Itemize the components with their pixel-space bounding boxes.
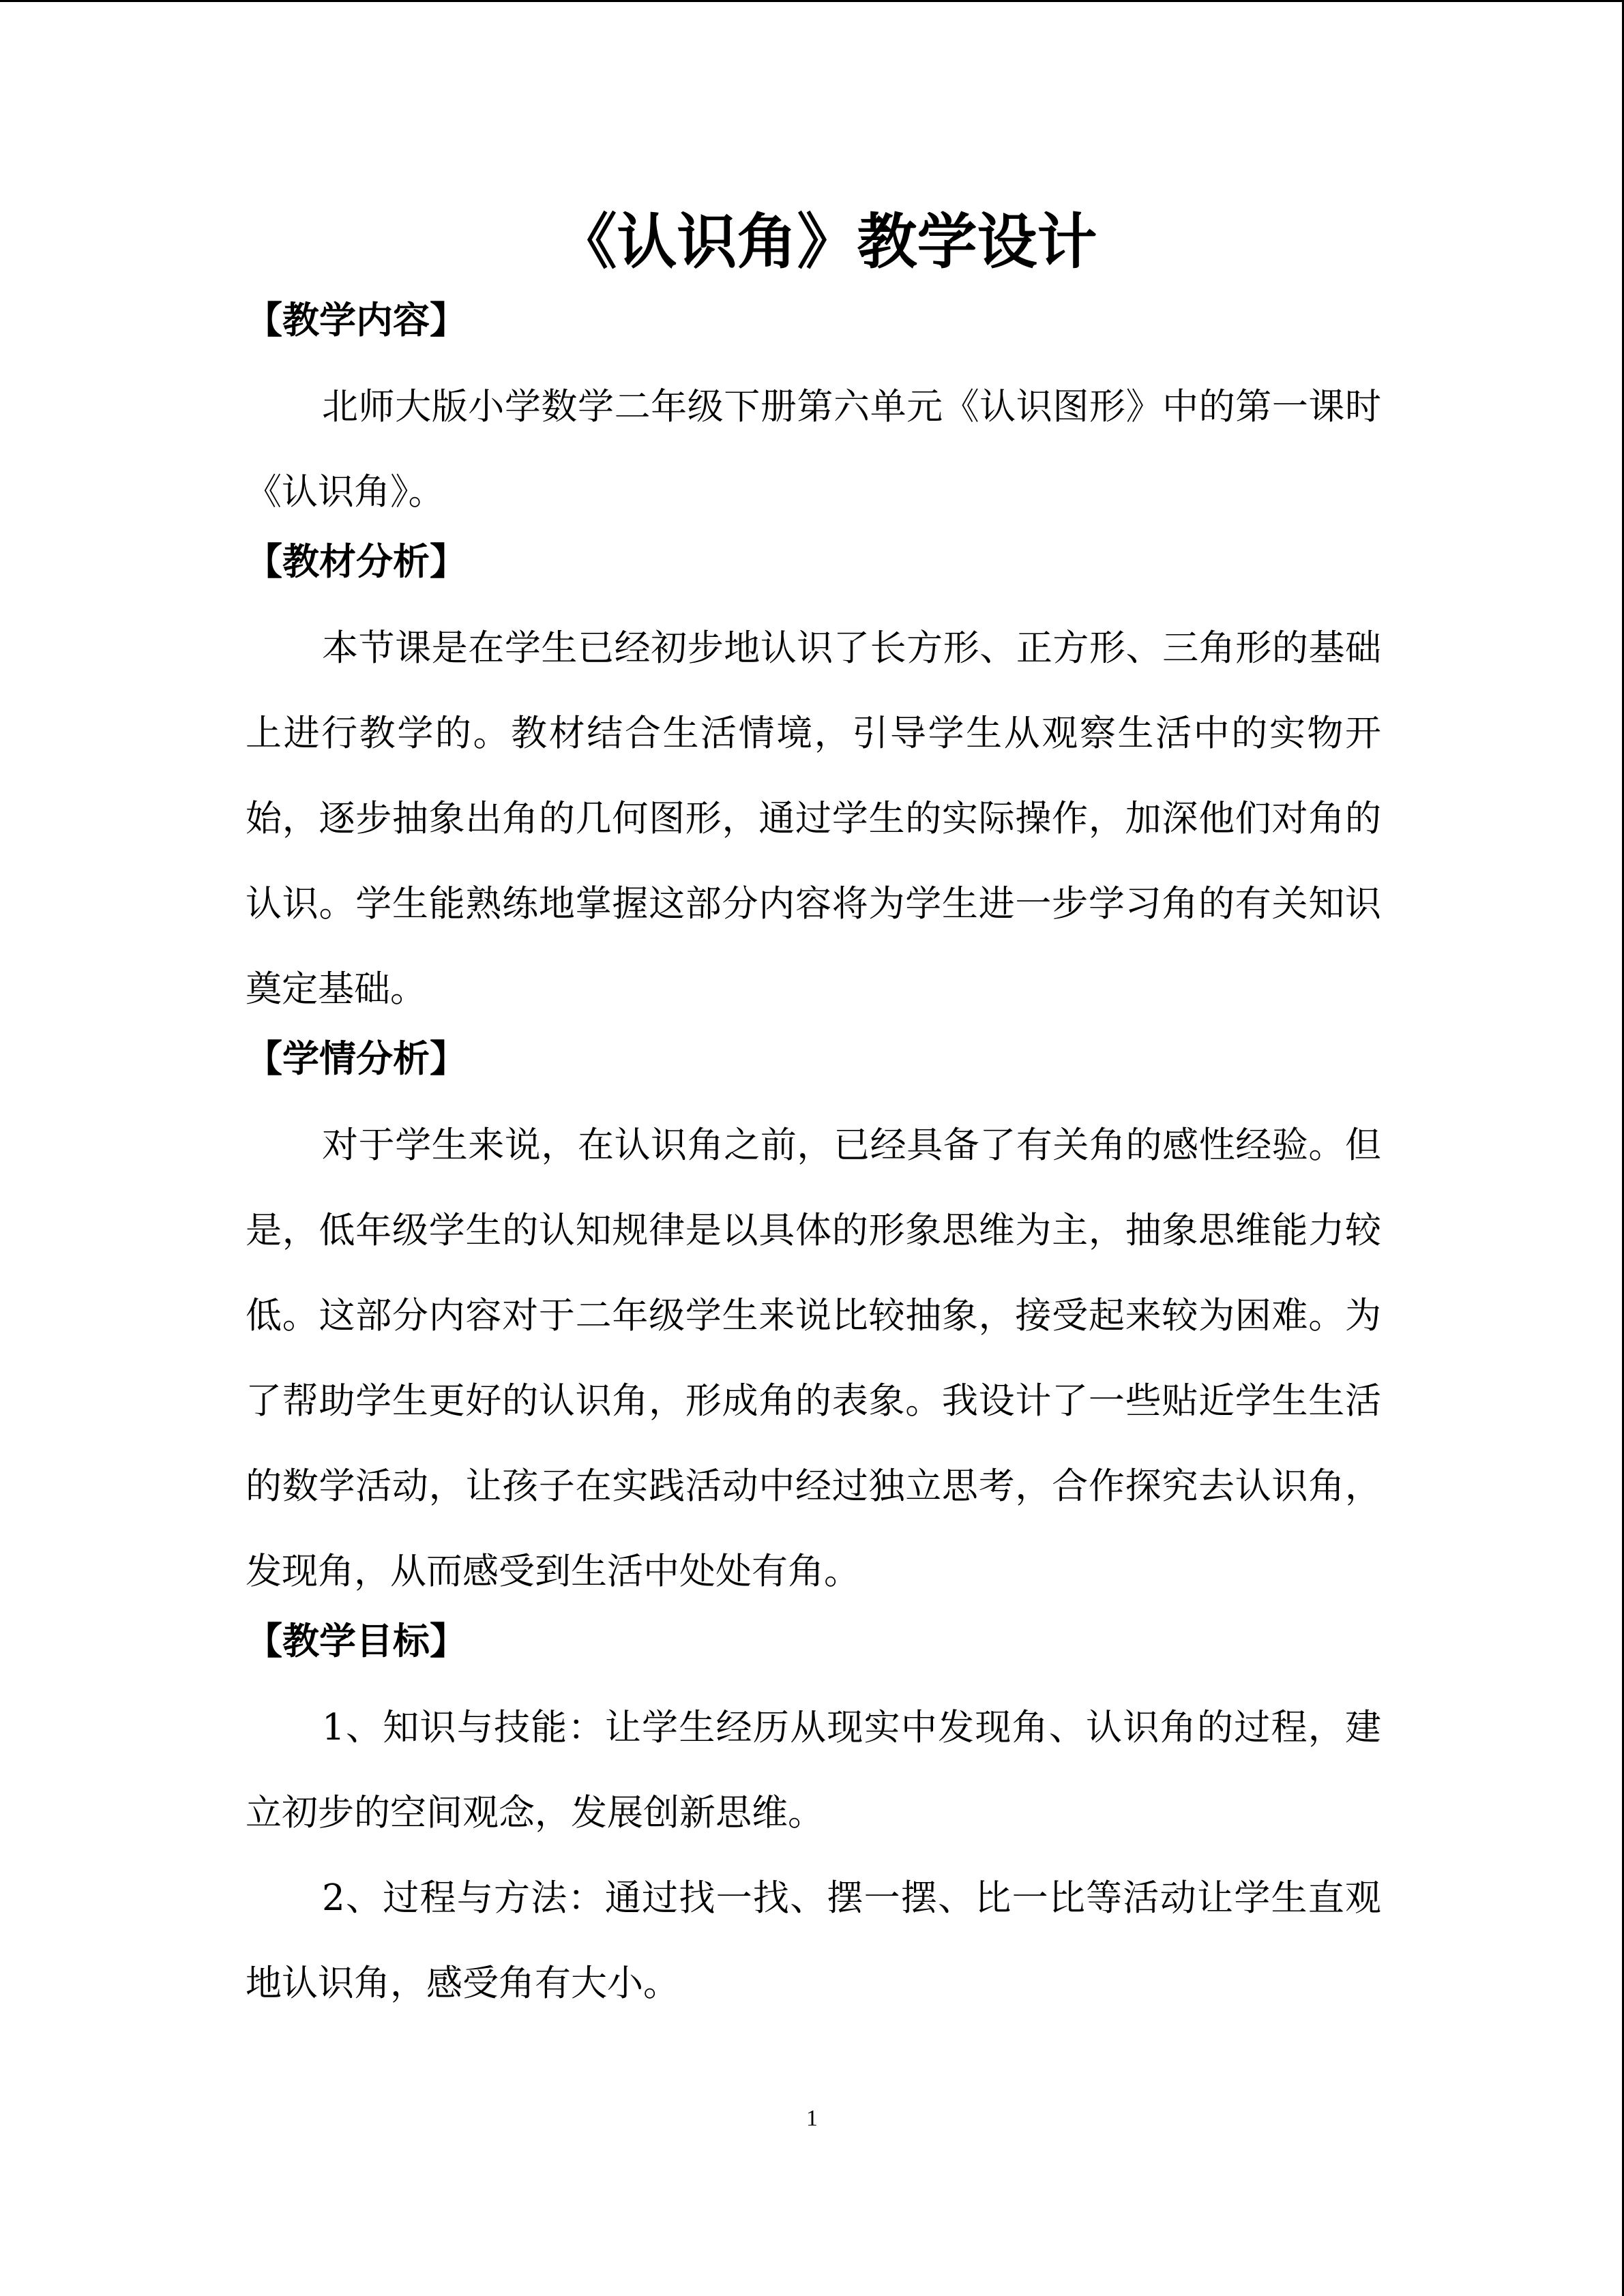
section-teaching-content: [246, 293, 1381, 535]
paragraph: 对于学生来说，在认识角之前，已经具备了有关角的感性经验。但是，低年级学生的认知规律是以具体的形象思维为主，抽象思维能力较低。这部分内容对于二年级学生来说比较抽象，接受起来较为困难。为了帮助学生更好的认识角，形成角的表象。我设计了一些贴近学生生活的数学活动，让孩子在实践活动中经过独立思考，合作探究去认识角，发现角，从而感受到生活中处处有角。: [246, 1124, 1381, 1592]
section-textbook-analysis: [246, 535, 1381, 1032]
page-number: 1: [806, 2106, 818, 2131]
section-teaching-goals: [246, 1614, 1381, 2026]
paragraph: 本节课是在学生已经初步地认识了长方形、正方形、三角形的基础上进行教学的。教材结合生活情境，引导学生从观察生活中的实物开始，逐步抽象出角的几何图形，通过学生的实际操作，加深他们对角的认识。学生能熟练地掌握这部分内容将为学生进一步学习角的有关知识奠定基础。: [246, 627, 1381, 1010]
document-title: 《认识角》教学设计: [557, 207, 1097, 277]
section-heading: 【教学内容】: [246, 299, 467, 342]
section-heading: 【学情分析】: [246, 1037, 467, 1080]
section-heading: 【教材分析】: [246, 540, 467, 583]
paragraph: 1、知识与技能：让学生经历从现实中发现角、认识角的过程，建立初步的空间观念，发展创新思维。: [246, 1707, 1381, 1834]
section-heading: 【教学目标】: [246, 1620, 467, 1663]
document-body: [246, 205, 1381, 2026]
paragraph: 2、过程与方法：通过找一找、摆一摆、比一比等活动让学生直观地认识角，感受角有大小。: [246, 1877, 1381, 2004]
paragraph: 北师大版小学数学二年级下册第六单元《认识图形》中的第一课时《认识角》。: [246, 386, 1381, 513]
section-student-analysis: [246, 1032, 1381, 1614]
